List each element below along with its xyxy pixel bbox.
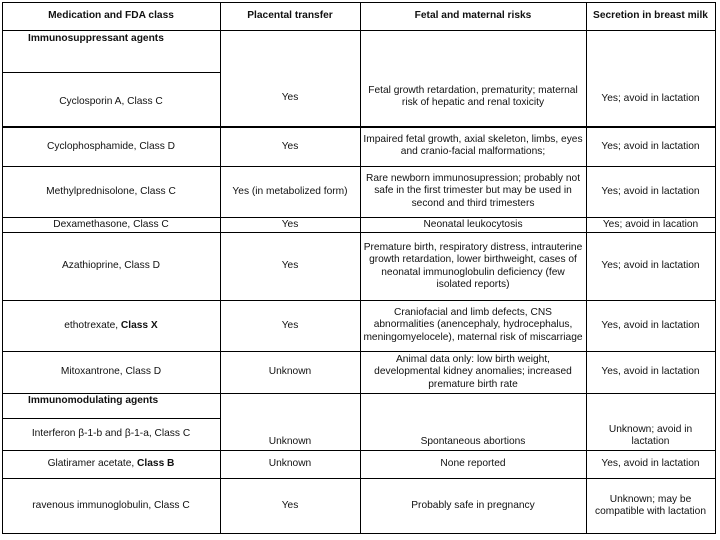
medication-cell	[2, 301, 220, 351]
medication-cell: Cyclophosphamide, Class D	[47, 140, 175, 152]
milk-cell: Unknown; may be compatible with lactation	[595, 493, 706, 517]
placental-cell: Unknown	[268, 435, 312, 447]
section-title: Immunomodulating agents	[28, 395, 159, 406]
placental-cell: Unknown	[268, 458, 312, 470]
medication-cell: Cyclosporin A, Class C	[59, 95, 163, 107]
risks-cell: None reported	[440, 458, 506, 470]
section-divider	[2, 72, 220, 73]
header-breast-milk: Secretion in breast milk	[593, 9, 708, 21]
fda-class: Class X	[120, 319, 158, 331]
risks-cell: Animal data only: low birth weight, developmental kidney anomalies; increased premature birth rate	[374, 354, 572, 390]
medication-name: Glatiramer acetate,	[47, 458, 138, 470]
placental-cell: Yes	[281, 91, 299, 103]
placental-cell: Yes	[281, 319, 299, 331]
milk-cell: Yes; avoid in lactation	[601, 92, 700, 104]
medication-cell: Interferon β-1-b and β-1-a, Class C	[31, 428, 191, 440]
risks-cell: Neonatal leukocytosis	[423, 218, 523, 230]
risks-cell: Probably safe in pregnancy	[411, 499, 535, 511]
risks-cell: Rare newborn immunosupression; probably not safe in the first trimester but may be used in second and third trimesters	[365, 173, 581, 209]
risks-cell: Impaired fetal growth, axial skeleton, limbs, eyes and cranio-facial malformations;	[363, 133, 583, 157]
milk-cell: Yes, avoid in lactation	[601, 319, 700, 331]
milk-cell: Yes; avoid in lacation	[602, 218, 699, 230]
milk-cell: Yes; avoid in lactation	[601, 260, 700, 272]
header-medication: Medication and FDA class	[48, 9, 174, 21]
milk-cell: Yes; avoid in lactation	[601, 185, 700, 197]
medication-cell: Mitoxantrone, Class D	[60, 366, 162, 378]
header-risks: Fetal and maternal risks	[414, 9, 532, 21]
milk-cell: Yes, avoid in lactation	[601, 458, 700, 470]
medication-cell: Azathioprine, Class D	[62, 260, 160, 272]
milk-cell: Yes, avoid in lactation	[601, 366, 700, 378]
medication-cell: ravenous immunoglobulin, Class C	[32, 499, 190, 511]
drug-table	[2, 2, 716, 534]
table-border-bottom	[2, 533, 716, 534]
placental-cell: Unknown	[268, 366, 312, 378]
placental-cell: Yes	[281, 140, 299, 152]
medication-name: ethotrexate,	[64, 319, 121, 331]
fda-class: Class B	[137, 458, 175, 470]
medication-cell: Dexamethasone, Class C	[53, 218, 169, 230]
risks-cell: Fetal growth retardation, prematurity; maternal risk of hepatic and renal toxicity	[368, 84, 578, 108]
risks-cell: Spontaneous abortions	[420, 435, 526, 447]
placental-cell: Yes	[281, 499, 299, 511]
medication-cell: Methylprednisolone, Class C	[46, 185, 176, 197]
risks-cell: Premature birth, respiratory distress, intrauterine growth retardation, lower birthweight, cases of neonatal immunoglobulin deficiency (few isolated reports)	[363, 242, 583, 290]
milk-cell: Unknown; avoid in lactation	[608, 423, 693, 447]
risks-cell: Craniofacial and limb defects, CNS abnormalities (anencephaly, hydrocephalus, meningomyelocele), maternal risk of miscarriage	[363, 307, 583, 343]
placental-cell: Yes (in metabolized form)	[232, 185, 348, 197]
section-title: Immunosuppressant agents	[28, 33, 164, 44]
placental-cell: Yes	[281, 218, 299, 230]
medication-cell	[2, 451, 220, 478]
header-placental-transfer: Placental transfer	[247, 9, 333, 21]
milk-cell: Yes; avoid in lactation	[601, 140, 700, 152]
placental-cell: Yes	[281, 260, 299, 272]
table-border-right	[715, 2, 716, 534]
